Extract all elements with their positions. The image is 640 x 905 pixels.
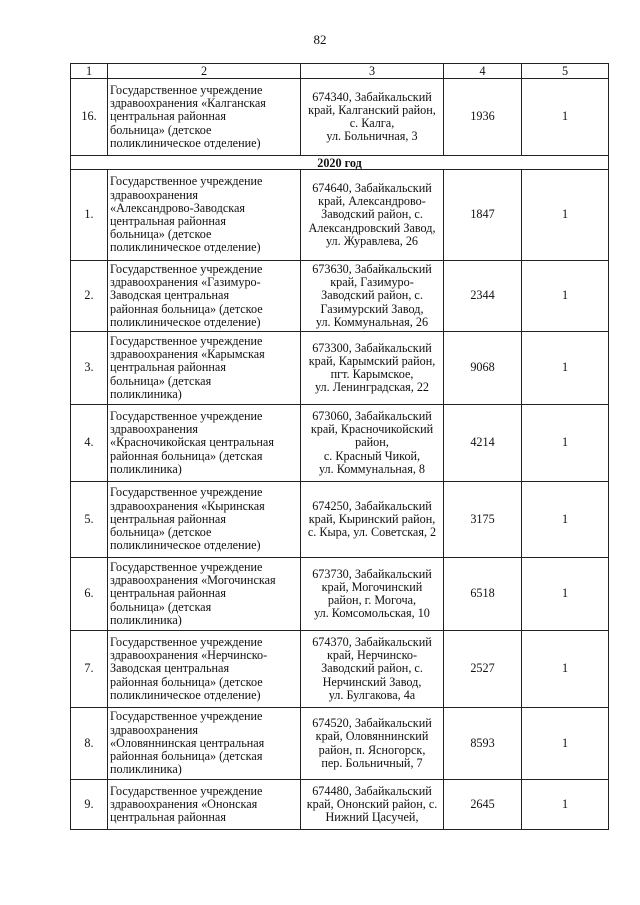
section-title: 2020 год <box>71 156 609 170</box>
facility-name: Государственное учреждение здравоохранения «Александрово-Заводская центральная районная больница» (детское поликлиническое отделение) <box>108 170 301 261</box>
facility-name: Государственное учреждение здравоохранения «Могочинская центральная районная больница» (детская поликлиника) <box>108 558 301 631</box>
row-number: 4. <box>71 405 108 482</box>
table-row <box>71 708 609 780</box>
row-count: 1 <box>522 79 609 156</box>
row-count: 1 <box>522 708 609 780</box>
row-value: 9068 <box>444 332 522 405</box>
row-value: 4214 <box>444 405 522 482</box>
row-number: 1. <box>71 170 108 261</box>
row-count: 1 <box>522 332 609 405</box>
section-year-row <box>71 156 609 170</box>
page-number: 82 <box>313 32 327 47</box>
row-number: 8. <box>71 708 108 780</box>
column-number-row <box>71 64 609 79</box>
row-count: 1 <box>522 558 609 631</box>
facility-name: Государственное учреждение здравоохранения «Карымская центральная районная больница» (детская поликлиника) <box>108 332 301 405</box>
row-number: 9. <box>71 780 108 830</box>
table-row <box>71 558 609 631</box>
facility-name: Государственное учреждение здравоохранения «Оловяннинская центральная районная больница» (детская поликлиника) <box>108 708 301 780</box>
row-number: 2. <box>71 261 108 332</box>
facility-address: 673730, Забайкальский край, Могочинский район, г. Могоча, ул. Комсомольская, 10 <box>301 558 444 631</box>
facility-address: 674370, Забайкальский край, Нерчинско- Заводский район, с. Нерчинский Завод, ул. Булгакова, 4а <box>301 631 444 708</box>
facility-address: 673060, Забайкальский край, Красночикойский район, с. Красный Чикой, ул. Коммунальная, 8 <box>301 405 444 482</box>
facility-address: 673300, Забайкальский край, Карымский район, пгт. Карымское, ул. Ленинградская, 22 <box>301 332 444 405</box>
table-row <box>71 170 609 261</box>
row-count: 1 <box>522 261 609 332</box>
facility-address: 673630, Забайкальский край, Газимуро- Заводский район, с. Газимурский Завод, ул. Коммунальная, 26 <box>301 261 444 332</box>
row-number: 7. <box>71 631 108 708</box>
facility-name: Государственное учреждение здравоохранения «Ононская центральная районная <box>108 780 301 830</box>
facility-address: 674480, Забайкальский край, Ононский район, с. Нижний Цасучей, <box>301 780 444 830</box>
row-value: 1936 <box>444 79 522 156</box>
row-count: 1 <box>522 482 609 558</box>
column-number-3: 3 <box>301 64 444 79</box>
column-number-4: 4 <box>444 64 522 79</box>
row-count: 1 <box>522 405 609 482</box>
facility-name: Государственное учреждение здравоохранения «Нерчинско- Заводская центральная районная больница» (детское поликлиническое отделение) <box>108 631 301 708</box>
row-count: 1 <box>522 631 609 708</box>
table-body <box>71 64 609 830</box>
row-value: 2527 <box>444 631 522 708</box>
facility-address: 674250, Забайкальский край, Кыринский район, с. Кыра, ул. Советская, 2 <box>301 482 444 558</box>
facility-address: 674640, Забайкальский край, Александрово- Заводский район, с. Александровский Завод, ул. Журавлева, 26 <box>301 170 444 261</box>
facility-address: 674520, Забайкальский край, Оловяннинский район, п. Ясногорск, пер. Больничный, 7 <box>301 708 444 780</box>
row-count: 1 <box>522 170 609 261</box>
row-value: 2645 <box>444 780 522 830</box>
facilities-table <box>70 63 609 830</box>
column-number-2: 2 <box>108 64 301 79</box>
row-value: 8593 <box>444 708 522 780</box>
row-number: 16. <box>71 79 108 156</box>
table-row <box>71 631 609 708</box>
row-number: 6. <box>71 558 108 631</box>
row-value: 1847 <box>444 170 522 261</box>
facility-name: Государственное учреждение здравоохранения «Калганская центральная районная больница» (детское поликлиническое отделение) <box>108 79 301 156</box>
row-value: 3175 <box>444 482 522 558</box>
table-row <box>71 79 609 156</box>
row-value: 2344 <box>444 261 522 332</box>
table-row <box>71 405 609 482</box>
table-row <box>71 261 609 332</box>
table-row <box>71 780 609 830</box>
row-count: 1 <box>522 780 609 830</box>
column-number-5: 5 <box>522 64 609 79</box>
facility-name: Государственное учреждение здравоохранения «Красночикойская центральная районная больница» (детская поликлиника) <box>108 405 301 482</box>
facility-name: Государственное учреждение здравоохранения «Кыринская центральная районная больница» (детское поликлиническое отделение) <box>108 482 301 558</box>
row-number: 3. <box>71 332 108 405</box>
facility-name: Государственное учреждение здравоохранения «Газимуро- Заводская центральная районная больница» (детское поликлиническое отделение) <box>108 261 301 332</box>
table-row <box>71 332 609 405</box>
table-row <box>71 482 609 558</box>
facility-address: 674340, Забайкальский край, Калганский район, с. Калга, ул. Больничная, 3 <box>301 79 444 156</box>
row-value: 6518 <box>444 558 522 631</box>
row-number: 5. <box>71 482 108 558</box>
column-number-1: 1 <box>71 64 108 79</box>
